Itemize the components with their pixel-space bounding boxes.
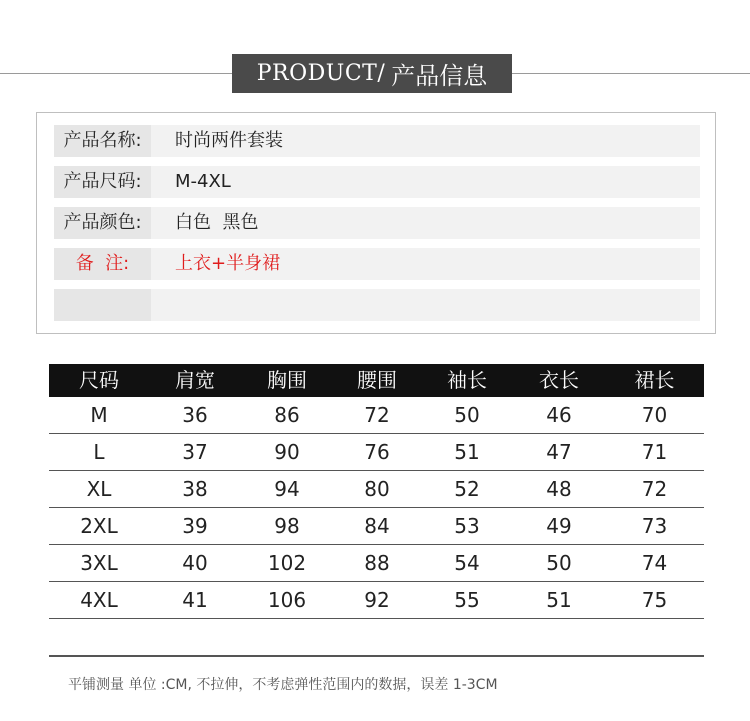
table-cell: 55 bbox=[454, 588, 480, 612]
table-cell: 98 bbox=[274, 514, 300, 538]
info-value: 上衣+半身裙 bbox=[175, 253, 281, 274]
table-cell: 36 bbox=[182, 403, 208, 427]
table-cell: 80 bbox=[364, 477, 390, 501]
table-cell: 50 bbox=[546, 551, 572, 575]
header-cell: 胸围 bbox=[267, 368, 307, 392]
info-row-name bbox=[54, 125, 700, 157]
info-label: 产品名称: bbox=[54, 125, 151, 157]
table-cell: 50 bbox=[454, 403, 480, 427]
header-cell: 袖长 bbox=[447, 368, 487, 392]
header-cell: 肩宽 bbox=[175, 368, 215, 392]
info-value: 白色 黑色 bbox=[175, 212, 259, 233]
table-row bbox=[49, 582, 704, 619]
table-cell: 70 bbox=[641, 403, 668, 427]
info-value: M-4XL bbox=[175, 171, 231, 192]
table-cell: 92 bbox=[364, 588, 390, 612]
info-row-remark bbox=[54, 248, 700, 280]
table-cell: M bbox=[90, 403, 108, 427]
table-cell: 53 bbox=[454, 514, 480, 538]
table-cell: 86 bbox=[274, 403, 300, 427]
info-label: 产品尺码: bbox=[54, 166, 151, 198]
section-title-zh: 产品信息 bbox=[391, 62, 488, 90]
info-label: 产品颜色: bbox=[54, 207, 151, 239]
table-cell: 75 bbox=[641, 588, 668, 612]
table-cell: 94 bbox=[274, 477, 300, 501]
table-row bbox=[49, 434, 704, 471]
table-cell: 48 bbox=[546, 477, 572, 501]
table-bottom-rule bbox=[49, 655, 704, 656]
info-row-color bbox=[54, 207, 700, 239]
table-cell: 88 bbox=[364, 551, 390, 575]
header-cell: 裙长 bbox=[634, 368, 675, 392]
table-cell: 46 bbox=[546, 403, 572, 427]
table-cell: 76 bbox=[364, 440, 390, 464]
section-title-en: PRODUCT/ bbox=[256, 61, 386, 86]
info-label: 备 注: bbox=[54, 248, 151, 280]
info-row-size bbox=[54, 166, 700, 198]
table-cell: L bbox=[93, 440, 105, 464]
table-cell: 39 bbox=[182, 514, 208, 538]
table-cell: 72 bbox=[641, 477, 668, 501]
size-table-header bbox=[49, 364, 704, 397]
table-cell: 37 bbox=[182, 440, 208, 464]
table-cell: 47 bbox=[546, 440, 572, 464]
table-cell: 2XL bbox=[80, 514, 118, 538]
table-row bbox=[49, 471, 704, 508]
header-cell: 衣长 bbox=[539, 368, 579, 392]
table-cell: 3XL bbox=[80, 551, 118, 575]
table-cell: 40 bbox=[182, 551, 208, 575]
table-cell: XL bbox=[86, 477, 112, 501]
table-cell: 106 bbox=[267, 588, 307, 612]
table-cell: 38 bbox=[182, 477, 208, 501]
table-cell: 41 bbox=[182, 588, 208, 612]
table-cell: 73 bbox=[641, 514, 668, 538]
size-table bbox=[49, 364, 704, 657]
measurement-note: 平铺测量 单位 :CM, 不拉伸，不考虑弹性范围内的数据，误差 1-3CM bbox=[68, 677, 498, 693]
table-row-empty bbox=[49, 619, 704, 657]
header-cell: 腰围 bbox=[357, 368, 397, 392]
table-cell: 84 bbox=[364, 514, 390, 538]
table-cell: 90 bbox=[274, 440, 300, 464]
table-row bbox=[49, 508, 704, 545]
table-row bbox=[49, 545, 704, 582]
product-info-panel bbox=[36, 112, 716, 334]
table-cell: 74 bbox=[641, 551, 668, 575]
section-title bbox=[232, 54, 512, 93]
table-cell: 4XL bbox=[80, 588, 118, 612]
table-cell: 49 bbox=[546, 514, 572, 538]
table-cell: 72 bbox=[364, 403, 390, 427]
info-row-empty bbox=[54, 289, 700, 321]
info-value: 时尚两件套装 bbox=[175, 130, 283, 151]
table-cell: 71 bbox=[641, 440, 668, 464]
info-label bbox=[54, 289, 151, 321]
table-cell: 52 bbox=[454, 477, 480, 501]
header-cell: 尺码 bbox=[79, 368, 119, 392]
table-cell: 102 bbox=[267, 551, 307, 575]
table-row bbox=[49, 397, 704, 434]
table-cell: 54 bbox=[454, 551, 480, 575]
table-cell: 51 bbox=[454, 440, 480, 464]
table-cell: 51 bbox=[546, 588, 572, 612]
